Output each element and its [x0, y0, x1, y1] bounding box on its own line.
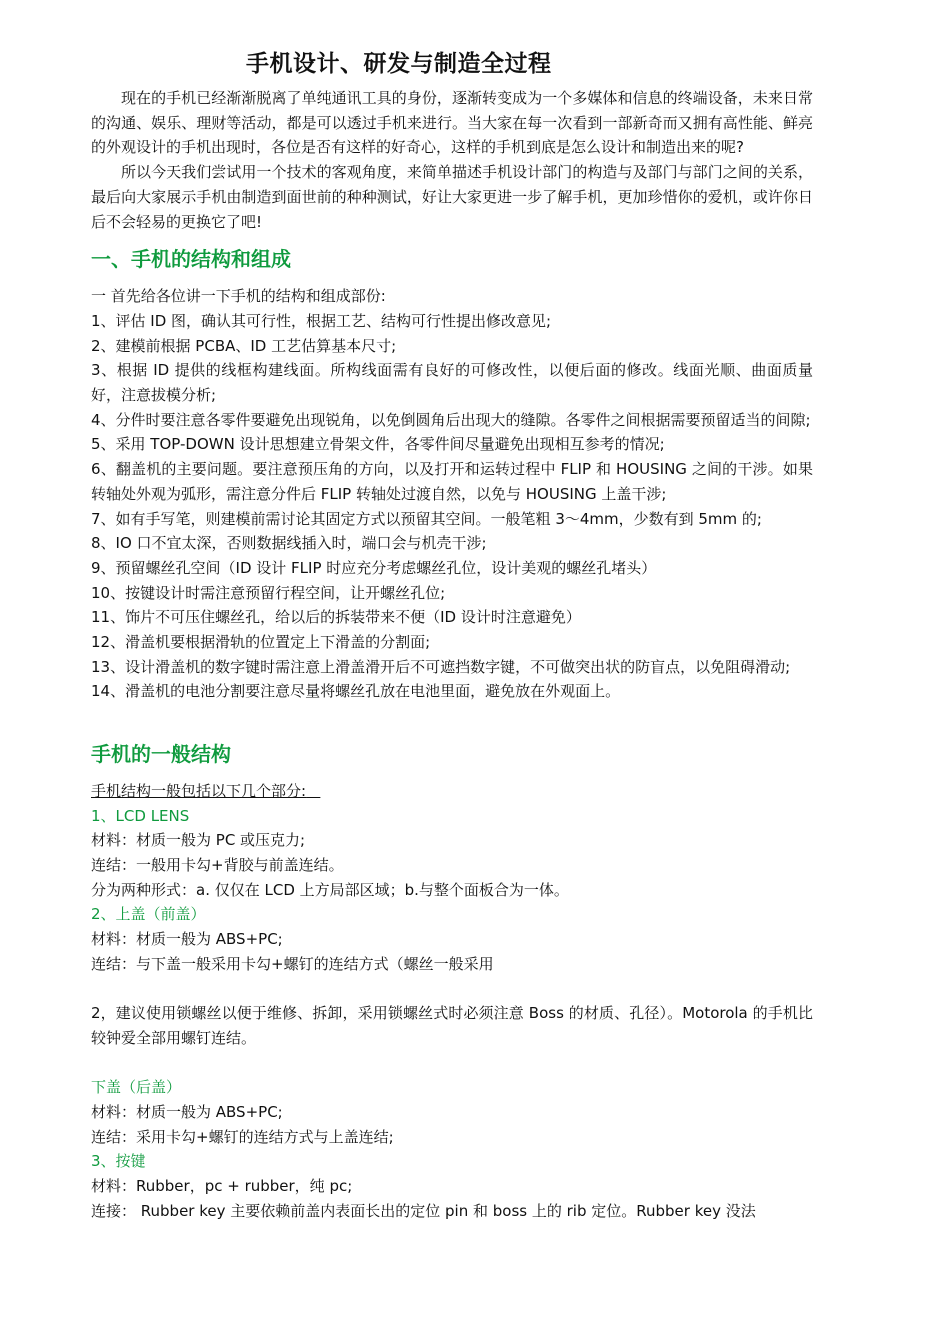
underline-tail — [306, 782, 320, 800]
keys-line: 连接： Rubber key 主要依赖前盖内表面长出的定位 pin 和 boss 上的 rib 定位。Rubber key 没法 — [91, 1201, 756, 1220]
spacer — [91, 976, 813, 1001]
subsection-lower-cover-title: 下盖（后盖） — [91, 1078, 182, 1097]
list-item: 10、按键设计时需注意预留行程空间，让开螺丝孔位; — [91, 583, 446, 602]
subsection-upper-cover-title: 2、上盖（前盖） — [91, 905, 206, 924]
list-item: 1、评估 ID 图，确认其可行性，根据工艺、结构可行性提出修改意见; — [91, 311, 552, 330]
list-item: 13、设计滑盖机的数字键时需注意上滑盖滑开后不可遮挡数字键，不可做突出状的防盲点，以免阻碍滑动; — [91, 657, 791, 676]
list-item: 9、预留螺丝孔空间（ID 设计 FLIP 时应充分考虑螺丝孔位，设计美观的螺丝孔堵头） — [91, 558, 657, 577]
keys-line: 材料：Rubber，pc + rubber，纯 pc; — [91, 1177, 353, 1196]
list-item: 14、滑盖机的电池分割要注意尽量将螺丝孔放在电池里面，避免放在外观面上。 — [91, 682, 621, 701]
list-item: 3、根据 ID 提供的线框构建线面。所构线面需有良好的可修改性，以便后面的修改。线面光顺、曲面质量好，注意拔模分析; — [91, 361, 813, 405]
upper-cover-line: 连结：与下盖一般采用卡勾+螺钉的连结方式（螺丝一般采用 — [91, 954, 494, 973]
section-1-lead: 一 首先给各位讲一下手机的结构和组成部份: — [91, 287, 386, 306]
section-2-lead-text: 手机结构一般包括以下几个部分: — [91, 781, 307, 800]
section-2-lead — [91, 779, 813, 804]
intro-paragraph-2: 所以今天我们尝试用一个技术的客观角度，来简单描述手机设计部门的构造与及部门与部门之间的关系，最后向大家展示手机由制造到面世前的种种测试，好让大家更进一步了解手机，更加珍惜你的爱机，或许你日后不会轻易的更换它了吧! — [91, 163, 813, 231]
list-item: 12、滑盖机要根据滑轨的位置定上下滑盖的分割面; — [91, 633, 431, 652]
lcd-line: 材料：材质一般为 PC 或压克力; — [91, 831, 306, 850]
list-item: 8、IO 口不宜太深，否则数据线插入时，端口会与机壳干涉; — [91, 534, 487, 553]
lower-cover-line: 连结：采用卡勾+螺钉的连结方式与上盖连结; — [91, 1127, 394, 1146]
upper-cover-note: 2，建议使用锁螺丝以便于维修、拆卸，采用锁螺丝式时必须注意 Boss 的材质、孔径）。Motorola 的手机比较钟爱全部用螺钉连结。 — [91, 1004, 813, 1047]
list-item: 7、如有手写笔，则建模前需讨论其固定方式以预留其空间。一般笔粗 3～4mm，少数有到 5mm 的; — [91, 509, 762, 528]
upper-cover-line: 材料：材质一般为 ABS+PC; — [91, 930, 283, 949]
lower-cover-line: 材料：材质一般为 ABS+PC; — [91, 1102, 283, 1121]
document-title: 手机设计、研发与制造全过程 — [246, 51, 552, 77]
lcd-line: 分为两种形式：a. 仅仅在 LCD 上方局部区域；b.与整个面板合为一体。 — [91, 880, 569, 899]
section-2-heading: 手机的一般结构 — [91, 741, 231, 766]
intro-paragraph-1: 现在的手机已经渐渐脱离了单纯通讯工具的身份，逐渐转变成为一个多媒体和信息的终端设备，未来日常的沟通、娱乐、理财等活动，都是可以透过手机来进行。当大家在每一次看到一部新奇而又拥有高性能、鲜亮的外观设计的手机出现时，各位是否有这样的好奇心，这样的手机到底是怎么设计和制造出来的呢? — [91, 89, 813, 157]
spacer — [91, 704, 813, 729]
lcd-line: 连结：一般用卡勾+背胶与前盖连结。 — [91, 855, 344, 874]
list-item: 6、翻盖机的主要问题。要注意预压角的方向，以及打开和运转过程中 FLIP 和 HOUSING 之间的干涉。如果转轴处外观为弧形，需注意分件后 FLIP 转轴处过渡自然，以免与 HOUSING 上盖干涉; — [91, 460, 813, 503]
subsection-lcd-title: 1、LCD LENS — [91, 806, 190, 825]
list-item: 5、采用 TOP-DOWN 设计思想建立骨架文件，各零件间尽量避免出现相互参考的情况; — [91, 435, 665, 454]
list-item: 4、分件时要注意各零件要避免出现锐角，以免倒圆角后出现大的缝隙。各零件之间根据需要预留适当的间隙; — [91, 410, 811, 429]
subsection-keys-title: 3、按键 — [91, 1152, 146, 1171]
list-item: 11、饰片不可压住螺丝孔，给以后的拆装带来不便（ID 设计时注意避免） — [91, 608, 581, 627]
section-1-heading: 一、手机的结构和组成 — [91, 247, 291, 272]
spacer — [91, 1051, 813, 1076]
document-page — [91, 46, 813, 1223]
list-item: 2、建模前根据 PCBA、ID 工艺估算基本尺寸; — [91, 336, 397, 355]
